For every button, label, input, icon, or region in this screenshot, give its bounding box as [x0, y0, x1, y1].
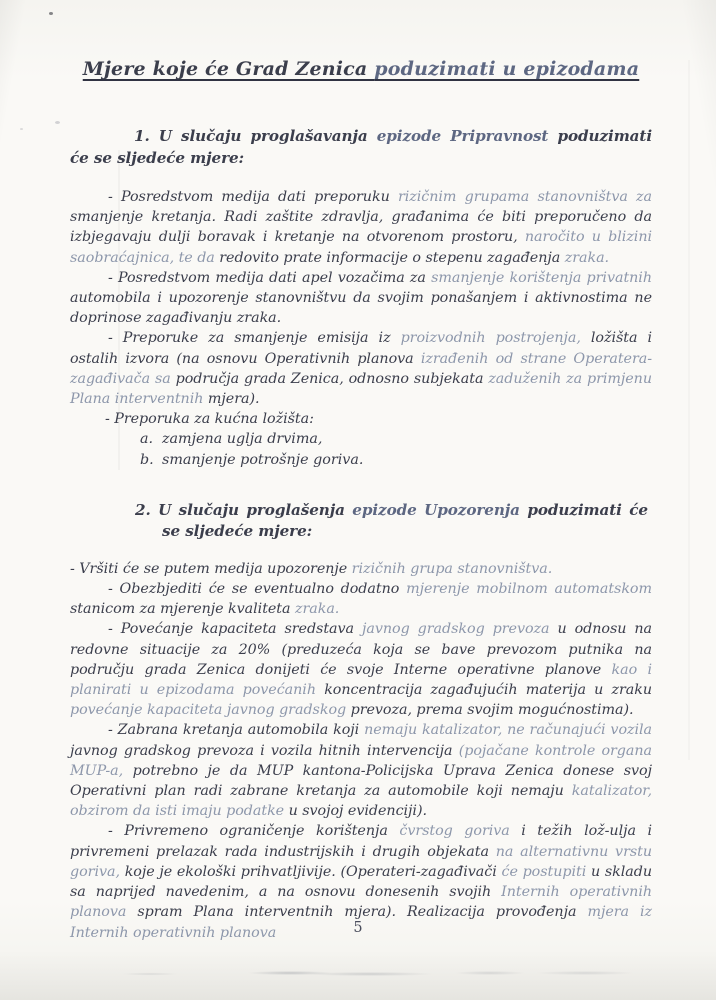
text-segment: rizičnim grupama stanovništva za	[397, 189, 653, 205]
text-segment: - Povećanje kapaciteta sredstava	[108, 621, 362, 638]
text-segment: područja grada Zenica, odnosno subjekata	[175, 370, 489, 387]
measure-paragraph	[70, 328, 652, 409]
scan-speck	[20, 128, 23, 130]
text-segment: - Zabrana kretanja automobila koji	[108, 722, 365, 739]
text-segment: spram Plana interventnih mjera). Realizacija provođenja	[137, 904, 588, 921]
measure-paragraph	[70, 619, 652, 720]
text-segment: - Obezbjediti će se eventualno dodatno	[108, 581, 407, 598]
text-segment: epizode Pripravnost	[376, 127, 558, 145]
text-segment: zraka.	[294, 601, 340, 618]
section-1-heading	[70, 126, 652, 169]
text-segment: - Preporuke za smanjenje emisija iz	[108, 330, 401, 347]
list-marker: a.	[140, 431, 154, 448]
text-segment: rizičnih grupa stanovništva.	[351, 560, 553, 577]
text-segment: u svojoj evidenciji).	[288, 803, 427, 820]
text-segment: kao i planirati u epizodama povećanih	[70, 661, 652, 699]
scan-speck	[49, 12, 53, 15]
text-segment: poduzimati će se sljedeće mjere:	[162, 500, 648, 541]
text-segment: i težih lož-ulja i privremeni prelazak rada industrijskih i drugih objekata	[70, 823, 652, 860]
text-segment: - Posredstvom medija dati preporuku	[108, 189, 398, 205]
list-item	[140, 450, 652, 470]
household-recommendation-line	[105, 409, 652, 429]
recommendation-list	[140, 429, 652, 469]
text-segment: u skladu sa naprijed navedenim, a na osnovu donesenih svojih	[70, 863, 652, 901]
text-segment: izrađenih od strane Operatera-zagađivača sa	[70, 350, 653, 387]
page-number: 5	[353, 920, 363, 936]
text-segment: koje je ekološki prihvatljivije. (Operateri-zagađivači	[124, 863, 502, 880]
text-segment: nemaju katalizator, ne računajući vozila	[364, 722, 653, 739]
measure-paragraph	[70, 579, 652, 619]
document-content	[70, 58, 652, 943]
text-segment: (pojačane kontrole organa MUP-a,	[70, 742, 652, 779]
text-segment: 2. U slučaju proglašenja	[135, 500, 353, 519]
text-segment: Internih operativnih planova	[70, 884, 653, 921]
text-segment: na alternativnu vrstu goriva,	[70, 843, 653, 880]
text-segment: proizvodnih postrojenja,	[400, 330, 591, 347]
text-segment: naročito u blizini saobraćajnica, te da	[70, 229, 653, 266]
measure-paragraph	[70, 720, 652, 821]
text-segment: - Privremeno ograničenje korištenja	[108, 823, 400, 840]
text-segment: 1. U slučaju proglašavanja	[134, 127, 377, 145]
text-segment: mjera).	[207, 391, 260, 408]
text-segment: povećanje kapaciteta javnog gradskog	[70, 702, 351, 719]
text-segment: poduzimati će se sljedeće mjere:	[70, 127, 652, 167]
text-segment: smanjenje kretanja. Radi zaštite zdravlja, građanima će biti preporučeno da izbjegavaju dulji boravak i kretanje na otvorenom prostoru,	[70, 209, 652, 246]
list-item	[140, 429, 652, 449]
text-segment: epizode Upozorenja	[352, 500, 528, 519]
text-segment: mjerenje mobilnom automatskom	[406, 581, 652, 598]
paper-crease	[688, 60, 690, 760]
text-segment: smanjenje korištenja privatnih	[431, 269, 652, 286]
text-segment: stanicom za mjerenje kvaliteta	[70, 601, 295, 618]
text-segment: će postupiti	[501, 863, 591, 880]
list-item-text: zamjena uglja drvima,	[162, 431, 323, 448]
text-segment: ložišta i ostalih izvora (na osnovu Operativnih planova	[70, 330, 652, 367]
text-segment: koncentracija zagađujućih materija u zraku	[324, 682, 652, 699]
measure-paragraph	[70, 268, 652, 329]
text-segment: Mjere koje će Grad Zenica	[82, 58, 375, 80]
text-segment: automobila i upozorenje stanovništvu da svojim ponašanjem i aktivnostima ne doprinose zagađivanju zraka.	[70, 290, 652, 327]
scan-smudge	[40, 968, 640, 978]
text-segment: mjera iz Internih operativnih planova	[70, 904, 653, 941]
measure-paragraph	[70, 559, 652, 579]
document-title	[70, 58, 652, 80]
text-segment: - Preporuka za kućna ložišta:	[105, 411, 314, 428]
text-segment: javnog gradskog prevoza	[361, 621, 558, 638]
text-segment: čvrstog goriva	[399, 823, 522, 840]
text-segment: zraka.	[564, 249, 610, 266]
text-segment: katalizator, obzirom da isti imaju podatke	[70, 783, 652, 820]
section-2-heading	[135, 500, 652, 543]
text-segment: poduzimati u epizodama	[374, 58, 640, 80]
list-item-text: smanjenje potrošnje goriva.	[162, 451, 364, 468]
text-segment: - Posredstvom medija dati apel vozačima za	[108, 269, 432, 286]
text-segment: potrebno je da MUP kantona-Policijska Uprava Zenica donese svoj Operativni plan radi zabrane kretanja za automobile koji nemaju	[70, 762, 652, 800]
text-segment: - Vršiti će se putem medija upozorenje	[70, 560, 352, 577]
text-segment: prevoza, prema svojim mogućnostima).	[350, 702, 634, 719]
scan-speck	[55, 121, 60, 124]
text-segment: redovito prate informacije o stepenu zagađenja	[219, 249, 565, 266]
text-segment: zaduženih za primjenu Plana interventnih	[70, 370, 652, 408]
text-segment: u odnosu na redovne situacije za 20% (preduzeća koja se bave prevozom putnika na području grada Zenica donijeti će svoje Interne operativne planove	[70, 621, 652, 678]
list-marker: b.	[140, 451, 154, 468]
measure-paragraph	[70, 187, 652, 268]
text-segment: javnog gradskog prevoza i vozila hitnih intervencija	[70, 742, 459, 759]
